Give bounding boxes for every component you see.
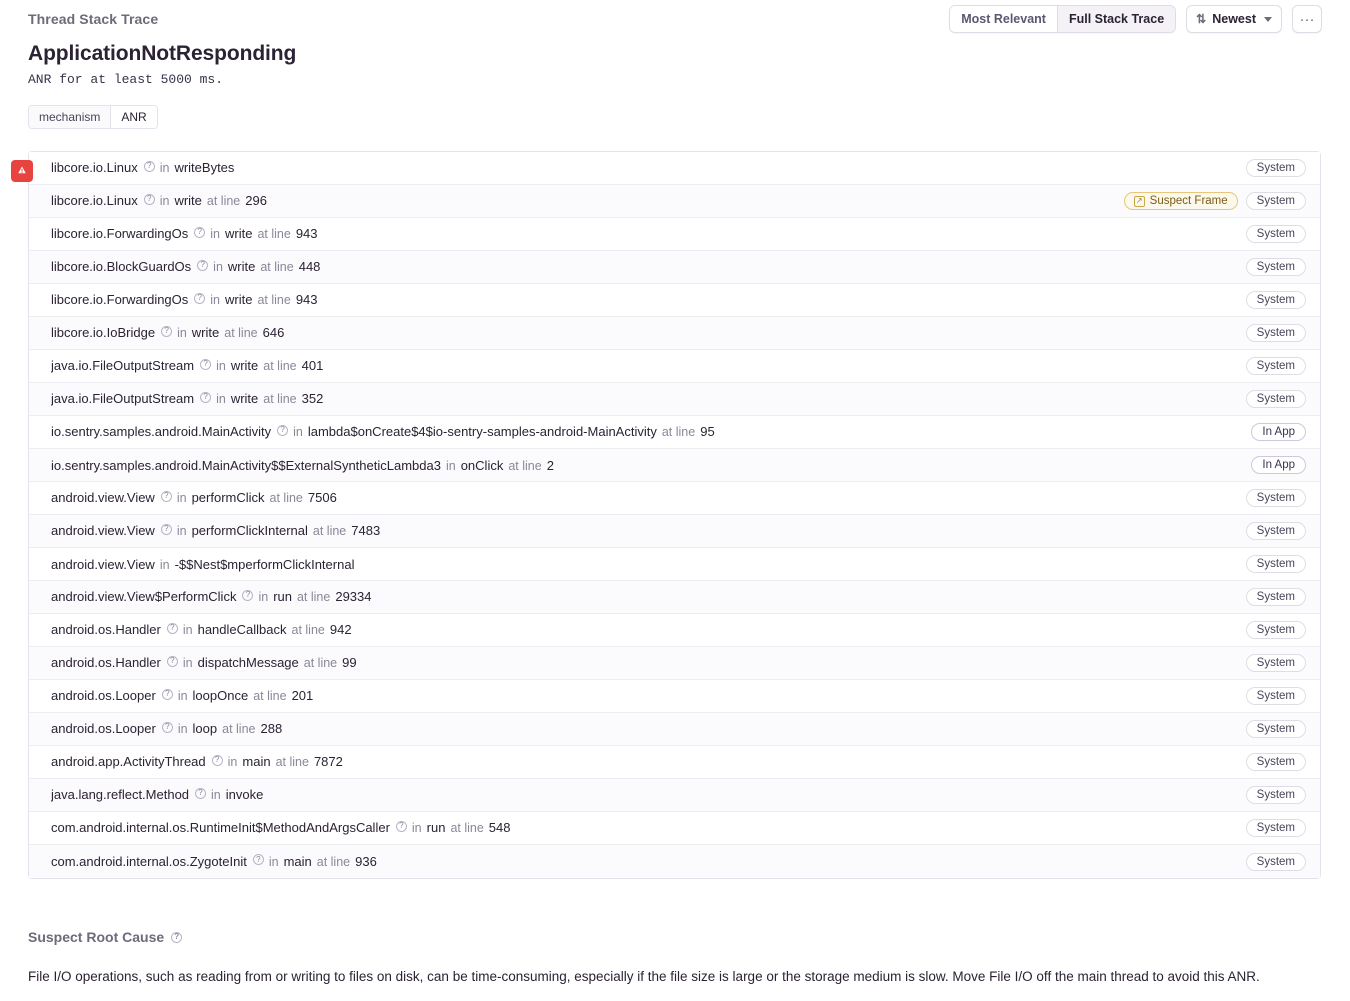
frame-function: onClick: [460, 457, 504, 473]
stack-frame-signature: [51, 490, 337, 506]
help-icon[interactable]: ?: [242, 590, 253, 601]
stack-frame-tags: [1246, 555, 1306, 573]
frame-scope-tag: System: [1246, 324, 1306, 342]
frame-line-number: 352: [301, 391, 324, 407]
error-subtitle: ANR for at least 5000 ms.: [28, 72, 224, 87]
more-options-button[interactable]: ···: [1292, 5, 1322, 33]
help-icon[interactable]: ?: [171, 932, 182, 943]
frame-scope-tag: System: [1246, 225, 1306, 243]
frame-function: performClickInternal: [191, 523, 308, 539]
frame-at-line-keyword: at line: [263, 359, 297, 374]
frame-at-line-keyword: at line: [206, 194, 241, 209]
frame-in-keyword: in: [213, 260, 223, 275]
frame-module: android.app.ActivityThread: [51, 754, 206, 770]
stack-frame-signature: [51, 391, 323, 407]
frame-scope-tag: System: [1246, 654, 1306, 672]
frame-module: libcore.io.BlockGuardOs: [51, 259, 192, 275]
frame-at-line-keyword: at line: [303, 656, 338, 671]
frame-module: android.os.Handler: [51, 622, 161, 638]
frame-in-keyword: in: [176, 491, 187, 506]
stack-frame-row[interactable]: [29, 713, 1320, 746]
stack-frame-signature: [51, 226, 318, 242]
frame-scope-tag: System: [1246, 291, 1306, 309]
stack-frame-row[interactable]: [29, 680, 1320, 713]
frame-scope-tag: In App: [1251, 423, 1306, 441]
stack-frame-row[interactable]: [29, 482, 1320, 515]
frame-scope-tag: System: [1246, 687, 1306, 705]
stack-frame-signature: [51, 820, 511, 836]
help-icon[interactable]: ?: [200, 359, 211, 370]
frame-line-number: 7872: [313, 754, 343, 770]
frame-scope-tag: System: [1246, 390, 1306, 408]
frame-in-keyword: in: [411, 821, 422, 836]
stack-frame-row[interactable]: [29, 812, 1320, 845]
help-icon[interactable]: ?: [253, 854, 264, 865]
help-icon[interactable]: ?: [161, 524, 172, 535]
frame-in-keyword: in: [177, 326, 187, 341]
stack-frame-tags: [1246, 853, 1306, 871]
frame-function: invoke: [225, 787, 264, 803]
frame-in-keyword: in: [211, 788, 221, 803]
view-mode-segmented-control[interactable]: [949, 5, 1176, 33]
suspect-root-cause-label: Suspect Root Cause: [28, 929, 165, 945]
frame-line-number: 99: [342, 655, 357, 671]
frame-in-keyword: in: [258, 590, 269, 605]
stack-frame-tags: [1251, 423, 1306, 441]
frame-module: android.os.Looper: [51, 688, 156, 704]
frame-in-keyword: in: [159, 194, 170, 209]
stack-frame-signature: [51, 854, 377, 870]
stack-frame-tags: [1246, 324, 1306, 342]
stack-frame-tags: [1246, 588, 1306, 606]
frame-at-line-keyword: at line: [450, 821, 484, 836]
frame-in-keyword: in: [293, 425, 303, 440]
suspect-frame-badge: [1124, 192, 1238, 210]
stack-frame-row[interactable]: [29, 251, 1320, 284]
frame-at-line-keyword: at line: [661, 425, 696, 440]
frame-scope-tag: System: [1246, 258, 1306, 276]
stack-frame-row[interactable]: [29, 845, 1320, 878]
stack-frame-tags: [1246, 654, 1306, 672]
section-header: [28, 0, 1322, 34]
stack-frame-row[interactable]: [29, 779, 1320, 812]
stack-frame-row[interactable]: [29, 350, 1320, 383]
help-icon[interactable]: ?: [200, 392, 211, 403]
frame-scope-tag: System: [1246, 720, 1306, 738]
frame-scope-tag: System: [1246, 588, 1306, 606]
stack-frame-signature: [51, 325, 284, 341]
stack-frame-row[interactable]: [29, 647, 1320, 680]
frame-at-line-keyword: at line: [291, 623, 325, 638]
sort-icon: ⇅: [1196, 12, 1207, 26]
frame-scope-tag: System: [1246, 819, 1306, 837]
frame-at-line-keyword: at line: [316, 854, 351, 869]
frame-at-line-keyword: at line: [296, 590, 331, 605]
frame-in-keyword: in: [182, 623, 193, 638]
help-icon[interactable]: ?: [167, 623, 178, 634]
frame-at-line-keyword: at line: [224, 326, 258, 341]
section-title: Thread Stack Trace: [28, 11, 159, 27]
frame-line-number: 401: [301, 358, 324, 374]
frame-function: handleCallback: [197, 622, 287, 638]
frame-line-number: 943: [295, 292, 318, 308]
frame-module: java.io.FileOutputStream: [51, 358, 195, 374]
frame-in-keyword: in: [159, 161, 170, 176]
stack-frame-row[interactable]: [29, 317, 1320, 350]
frame-line-number: 2: [546, 457, 554, 473]
stack-frame-tags: [1246, 291, 1306, 309]
stack-frame-row[interactable]: [29, 383, 1320, 416]
stack-frame-tags: [1246, 753, 1306, 771]
frame-function: run: [426, 820, 446, 836]
frame-module: libcore.io.ForwardingOs: [51, 292, 189, 308]
most-relevant-button[interactable]: Most Relevant: [950, 6, 1057, 32]
stack-frame-row[interactable]: [29, 185, 1320, 218]
frame-function: lambda$onCreate$4$io-sentry-samples-android-MainActivity: [307, 424, 657, 440]
frame-in-keyword: in: [216, 392, 226, 407]
stack-frame-tags: [1246, 489, 1306, 507]
help-icon[interactable]: ?: [162, 722, 173, 733]
frame-module: libcore.io.IoBridge: [51, 325, 156, 341]
stack-frame-signature: [51, 458, 554, 473]
frame-function: -$$Nest$mperformClickInternal: [174, 556, 355, 572]
frame-scope-tag: System: [1246, 621, 1306, 639]
frame-line-number: 29334: [335, 589, 372, 605]
sort-dropdown[interactable]: [1186, 5, 1282, 33]
frame-line-number: 942: [329, 622, 352, 638]
stack-frame-row[interactable]: [29, 746, 1320, 779]
frame-at-line-keyword: at line: [257, 227, 291, 242]
frame-at-line-keyword: at line: [508, 458, 542, 473]
stack-frame-tags: [1251, 456, 1306, 474]
frame-function: write: [225, 292, 253, 308]
frame-in-keyword: in: [177, 722, 188, 737]
stack-frame-row[interactable]: [29, 548, 1320, 581]
help-icon[interactable]: ?: [212, 755, 223, 766]
help-icon[interactable]: ?: [195, 788, 206, 799]
frame-module: android.os.Handler: [51, 655, 161, 671]
frame-module: java.lang.reflect.Method: [51, 787, 190, 803]
frame-function: write: [174, 193, 202, 209]
frame-at-line-keyword: at line: [222, 722, 256, 737]
frame-scope-tag: System: [1246, 786, 1306, 804]
frame-in-keyword: in: [182, 656, 193, 671]
stack-frame-signature: [51, 292, 318, 308]
frame-at-line-keyword: at line: [257, 293, 291, 308]
help-icon[interactable]: ?: [144, 161, 155, 172]
help-icon[interactable]: ?: [277, 425, 288, 436]
stack-frame-row[interactable]: [29, 581, 1320, 614]
frame-scope-tag: System: [1246, 522, 1306, 540]
help-icon[interactable]: ?: [194, 227, 205, 238]
frame-in-keyword: in: [227, 755, 238, 770]
frame-module: android.os.Looper: [51, 721, 156, 737]
frame-function: loopOnce: [192, 688, 249, 704]
frame-module: libcore.io.ForwardingOs: [51, 226, 189, 242]
frame-in-keyword: in: [177, 689, 188, 704]
header-controls: [949, 5, 1322, 33]
stack-frame-tags: [1246, 819, 1306, 837]
frame-in-keyword: in: [176, 524, 187, 539]
frame-at-line-keyword: at line: [253, 689, 287, 704]
frame-line-number: 936: [355, 853, 377, 869]
stack-frame-tags: [1246, 621, 1306, 639]
frame-function: main: [283, 853, 312, 869]
stack-frame-tags: [1246, 786, 1306, 804]
stack-frame-signature: [51, 523, 380, 539]
frame-in-keyword: in: [159, 557, 170, 572]
stack-frame-tags: [1124, 192, 1306, 210]
stack-frame-signature: [51, 424, 715, 440]
frame-scope-tag: System: [1246, 555, 1306, 573]
frame-at-line-keyword: at line: [269, 491, 303, 506]
stack-frame-signature: [51, 160, 234, 176]
stack-frame-row[interactable]: [29, 416, 1320, 449]
stack-frame-signature: [51, 754, 343, 770]
frame-scope-tag: In App: [1251, 456, 1306, 474]
suspect-frame-icon: ↗: [1134, 196, 1145, 207]
frame-module: io.sentry.samples.android.MainActivity$$ExternalSyntheticLambda3: [51, 457, 441, 473]
help-icon[interactable]: ?: [144, 194, 155, 205]
stack-frame-tags: [1246, 258, 1306, 276]
stack-frame-tags: [1246, 687, 1306, 705]
frame-line-number: 943: [295, 226, 318, 242]
frame-scope-tag: System: [1246, 753, 1306, 771]
frame-module: libcore.io.Linux: [51, 160, 138, 176]
stack-frame-tags: [1246, 357, 1306, 375]
frame-module: io.sentry.samples.android.MainActivity: [51, 424, 272, 440]
frame-module: libcore.io.Linux: [51, 193, 138, 209]
stack-frame-signature: [51, 259, 320, 275]
frame-function: performClick: [191, 490, 265, 506]
error-title: ApplicationNotResponding: [28, 42, 297, 65]
suspect-root-cause-section: [28, 929, 1322, 987]
frame-scope-tag: System: [1246, 357, 1306, 375]
frame-module: android.view.View: [51, 523, 155, 539]
frame-at-line-keyword: at line: [275, 755, 309, 770]
stack-frame-signature: [51, 622, 352, 638]
frame-at-line-keyword: at line: [263, 392, 297, 407]
stack-frame-signature: [51, 655, 357, 671]
frame-module: java.io.FileOutputStream: [51, 391, 195, 407]
chevron-down-icon: [1264, 17, 1272, 22]
frame-function: dispatchMessage: [197, 655, 299, 671]
frame-function: loop: [192, 721, 218, 737]
frame-line-number: 296: [245, 193, 267, 209]
frame-function: write: [225, 226, 253, 242]
frame-line-number: 288: [260, 721, 283, 737]
help-icon[interactable]: ?: [162, 689, 173, 700]
frame-function: write: [230, 358, 259, 374]
frame-line-number: 646: [262, 325, 285, 341]
stack-frame-row[interactable]: [29, 515, 1320, 548]
help-icon[interactable]: ?: [197, 260, 208, 271]
frame-in-keyword: in: [210, 227, 221, 242]
stack-frame-signature: [51, 193, 267, 209]
stack-frame-row[interactable]: [29, 218, 1320, 251]
frame-module: com.android.internal.os.RuntimeInit$MethodAndArgsCaller: [51, 820, 390, 836]
stack-frame-signature: [51, 589, 372, 605]
frame-in-keyword: in: [210, 293, 221, 308]
frame-line-number: 7483: [351, 523, 381, 539]
frame-function: run: [273, 589, 292, 605]
frame-line-number: 548: [488, 820, 511, 836]
frame-function: write: [230, 391, 259, 407]
frame-function: writeBytes: [174, 160, 235, 176]
stack-frame-list: [28, 151, 1321, 879]
stack-frame-tags: [1246, 225, 1306, 243]
help-icon[interactable]: ?: [161, 326, 172, 337]
frame-function: write: [227, 259, 256, 275]
mechanism-tag-value: ANR: [110, 106, 156, 128]
help-icon[interactable]: ?: [167, 656, 178, 667]
stack-frame-row[interactable]: [29, 449, 1320, 482]
stack-frame-signature: [51, 721, 282, 737]
stack-frame-signature: [51, 557, 354, 572]
stack-frame-tags: [1246, 522, 1306, 540]
stack-frame-row[interactable]: [29, 284, 1320, 317]
stack-frame-signature: [51, 787, 263, 803]
frame-at-line-keyword: at line: [312, 524, 347, 539]
stack-frame-tags: [1246, 720, 1306, 738]
frame-line-number: 201: [291, 688, 314, 704]
sort-label: Newest: [1212, 12, 1256, 26]
frame-line-number: 95: [700, 424, 715, 440]
help-icon[interactable]: ?: [161, 491, 172, 502]
stack-frame-tags: [1246, 390, 1306, 408]
frame-line-number: 448: [298, 259, 321, 275]
error-badge-icon: [11, 160, 33, 182]
mechanism-tag-key: mechanism: [29, 106, 110, 128]
frame-at-line-keyword: at line: [260, 260, 294, 275]
frame-scope-tag: System: [1246, 192, 1306, 210]
suspect-root-cause-title: [28, 929, 1322, 945]
frame-module: android.view.View: [51, 556, 155, 572]
full-stack-trace-button[interactable]: Full Stack Trace: [1057, 6, 1175, 32]
help-icon[interactable]: ?: [194, 293, 205, 304]
stack-frame-tags: [1246, 159, 1306, 177]
frame-in-keyword: in: [216, 359, 226, 374]
stack-frame-signature: [51, 358, 323, 374]
stack-frame-row[interactable]: [29, 614, 1320, 647]
frame-module: com.android.internal.os.ZygoteInit: [51, 853, 247, 869]
suspect-root-cause-body: File I/O operations, such as reading from or writing to files on disk, can be time-consuming, especially if the file size is large or the storage medium is slow. Move File I/O off the main thread to avoid this ANR.: [28, 969, 1260, 984]
frame-scope-tag: System: [1246, 853, 1306, 871]
frame-scope-tag: System: [1246, 159, 1306, 177]
mechanism-tag[interactable]: [28, 105, 158, 129]
frame-function: write: [191, 325, 220, 341]
frame-line-number: 7506: [307, 490, 337, 506]
frame-in-keyword: in: [445, 458, 456, 473]
frame-in-keyword: in: [268, 854, 279, 869]
frame-scope-tag: System: [1246, 489, 1306, 507]
frame-module: android.view.View: [51, 490, 155, 506]
frame-module: android.view.View$PerformClick: [51, 589, 237, 605]
stack-frame-signature: [51, 688, 313, 704]
suspect-frame-label: Suspect Frame: [1149, 195, 1228, 207]
stack-frame-row[interactable]: [29, 152, 1320, 185]
frame-function: main: [242, 754, 271, 770]
help-icon[interactable]: ?: [396, 821, 407, 832]
